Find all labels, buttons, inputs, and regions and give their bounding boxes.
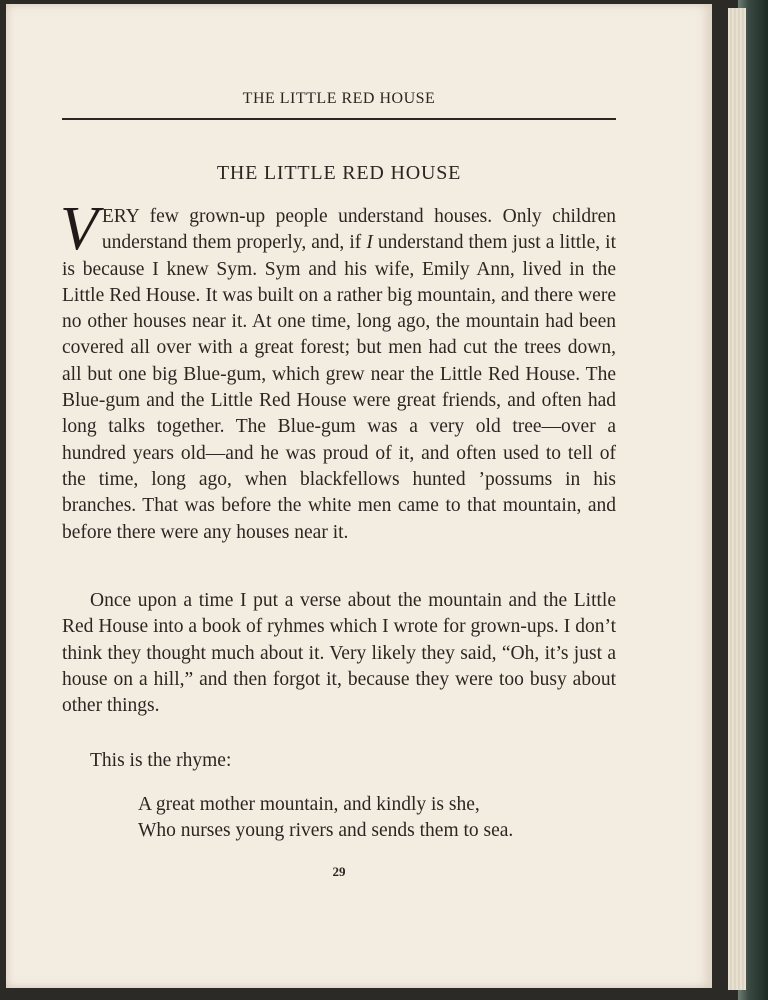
verse-line-2: Who nurses young rivers and sends them to sea. bbox=[138, 820, 514, 841]
paragraph-1-italic: I bbox=[366, 232, 373, 254]
drop-cap: V bbox=[60, 195, 98, 263]
running-head: THE LITTLE RED HOUSE bbox=[242, 90, 436, 107]
chapter-title: THE LITTLE RED HOUSE bbox=[216, 162, 462, 184]
paragraph-1-text-a: ERY few grown-up people understand houses. Only children understand them properly, and, if bbox=[101, 206, 616, 254]
verse-line-1: A great mother mountain, and kindly is she, bbox=[138, 794, 480, 815]
paragraph-2: Once upon a time I put a verse about the mountain and the Little Red House into a book of ryhmes which I wrote for grown-ups. I don’t think they thought much about it. Very likely they said, “Oh, it’s just a house on a hill,” and then forgot it, because they were too busy about other things. bbox=[62, 590, 616, 717]
paragraph-3: This is the rhyme: bbox=[90, 750, 232, 771]
paragraph-1-text-b: understand them just a little, it is because I knew Sym. Sym and his wife, Emily Ann, lived in the Little Red House. It was built on a rather big mountain, and there were no other houses near it. At one time, long ago, the mountain had been covered all over with a great forest; but men had cut the trees down, all but one big Blue-gum, which grew near the Little Red House. The Blue-gum and the Little Red House were great friends, and often had long talks together. The Blue-gum was a very old tree—over a hundred years old—and he was proud of it, and often used to tell of the time, long ago, when blackfellows hunted ’possums in his branches. That was before the white men came to that mountain, and before there were any houses near it. bbox=[62, 232, 616, 543]
paragraph-1 bbox=[60, 195, 616, 546]
page-number: 29 bbox=[332, 864, 346, 879]
page-edges bbox=[728, 8, 746, 990]
header-rule bbox=[62, 118, 616, 120]
book-page bbox=[6, 4, 712, 988]
verse bbox=[138, 792, 598, 844]
